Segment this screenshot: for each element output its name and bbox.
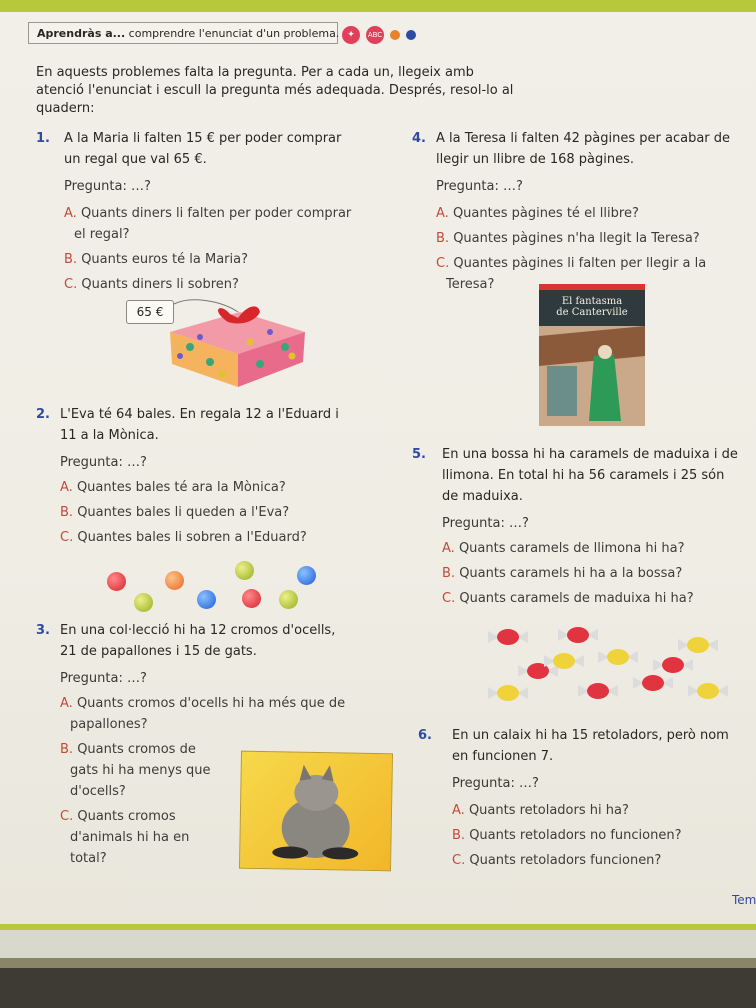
book-cover-image: [539, 284, 645, 426]
option-text: gats hi ha menys que: [70, 763, 211, 778]
answer-option[interactable]: [36, 203, 351, 245]
option-letter: A.: [452, 803, 465, 818]
option-letter: B.: [60, 505, 74, 520]
option-text: total?: [70, 851, 107, 866]
option-letter: B.: [442, 566, 456, 581]
candy: [688, 683, 728, 699]
option-text: Teresa?: [446, 277, 495, 292]
answer-option[interactable]: [36, 477, 339, 498]
problem-statement-line: en funcionen 7.: [452, 749, 554, 764]
option-text: Quants caramels de maduixa hi ha?: [459, 591, 694, 606]
candy: [578, 683, 618, 699]
option-letter: A.: [60, 480, 73, 495]
option-text: Quants retoladors funcionen?: [469, 853, 662, 868]
candy: [558, 627, 598, 643]
problem-number: 5.: [412, 447, 426, 462]
option-text: Quants euros té la Maria?: [81, 252, 248, 267]
option-letter: B.: [60, 742, 74, 757]
option-text: Quantes bales li sobren a l'Eduard?: [77, 530, 307, 545]
answer-option[interactable]: [412, 538, 738, 559]
option-letter: C.: [64, 277, 78, 292]
marble-blue: [297, 566, 316, 585]
orange-dot-icon: [390, 30, 400, 40]
option-text: Quants retoladors hi ha?: [468, 803, 629, 818]
problem-statement-line: 1. A la Maria li falten 15 € per poder comprar: [36, 128, 351, 149]
problem-4: [412, 128, 730, 295]
problem-statement-line: 6. En un calaix hi ha 15 retoladors, però nom: [418, 725, 729, 746]
option-letter: C.: [60, 809, 74, 824]
option-text: Quantes bales li queden a l'Eva?: [77, 505, 290, 520]
problem-statement-line: de maduixa.: [442, 489, 523, 504]
price-tag: 65 €: [126, 300, 174, 324]
option-text: Quantes pàgines n'ha llegit la Teresa?: [453, 231, 700, 246]
abc-icon: ABC: [366, 26, 384, 44]
option-text: Quants caramels hi ha a la bossa?: [459, 566, 683, 581]
marble-green: [134, 593, 153, 612]
problem-statement-line: 5. En una bossa hi ha caramels de maduixa i de: [412, 444, 738, 465]
problem-number: 3.: [36, 623, 50, 638]
candy: [678, 637, 718, 653]
option-letter: A.: [60, 696, 73, 711]
option-letter: A.: [436, 206, 449, 221]
problem-statement-line: 3. En una col·lecció hi ha 12 cromos d'ocells,: [36, 620, 345, 641]
marble-red: [242, 589, 261, 608]
answer-option[interactable]: [412, 203, 730, 224]
problem-1: [36, 128, 351, 295]
problem-statement-line: un regal que val 65 €.: [64, 152, 207, 167]
cat-photo-card: [239, 751, 393, 872]
marble-green: [279, 590, 298, 609]
question-prompt: Pregunta: …?: [60, 455, 147, 470]
option-text: Quantes pàgines li falten per llegir a la: [453, 256, 707, 271]
option-letter: C.: [442, 591, 456, 606]
gift-box-illustration: [160, 292, 310, 392]
question-prompt: Pregunta: …?: [60, 671, 147, 686]
problem-number: 6.: [418, 728, 432, 743]
candies-illustration: [478, 625, 748, 715]
option-text: Quants cromos de: [77, 742, 196, 757]
problem-statement-line: 21 de papallones i 15 de gats.: [60, 644, 257, 659]
option-letter: A.: [64, 206, 77, 221]
problem-number: 2.: [36, 407, 50, 422]
problem-statement-line: 4. A la Teresa li falten 42 pàgines per acabar de: [412, 128, 730, 149]
marble-red: [107, 572, 126, 591]
problem-number: 1.: [36, 131, 50, 146]
top-green-band: [0, 0, 756, 12]
option-letter: B.: [452, 828, 466, 843]
option-text: Quants diners li falten per poder comprar: [80, 206, 352, 221]
problem-number: 4.: [412, 131, 426, 146]
footer-topic-label: Tem: [732, 893, 756, 907]
lesson-header: [28, 22, 338, 44]
candy: [488, 685, 528, 701]
option-text: Quantes bales té ara la Mònica?: [76, 480, 286, 495]
option-text: d'animals hi ha en: [70, 830, 190, 845]
book-title-line2: de Canterville: [556, 307, 628, 318]
question-prompt: Pregunta: …?: [64, 179, 151, 194]
answer-option[interactable]: [36, 693, 345, 735]
answer-option[interactable]: [412, 228, 730, 249]
option-text: el regal?: [74, 227, 130, 242]
answer-option[interactable]: [412, 563, 738, 584]
answer-option[interactable]: [36, 502, 339, 523]
marble-green: [235, 561, 254, 580]
option-letter: A.: [442, 541, 455, 556]
option-text: Quants diners li sobren?: [81, 277, 239, 292]
option-text: Quants caramels de llimona hi ha?: [458, 541, 685, 556]
marble-blue: [197, 590, 216, 609]
candy: [518, 663, 558, 679]
reading-figure-icon: ✦: [342, 26, 360, 44]
intro-text: En aquests problemes falta la pregunta. Per a cada un, llegeix amb atenció l'enunciat i escull la pregunta més adequada. Després, resol-lo al quadern:: [36, 65, 514, 116]
option-text: Quants cromos d'ocells hi ha més que de: [76, 696, 346, 711]
question-prompt: Pregunta: …?: [442, 516, 529, 531]
option-letter: C.: [60, 530, 74, 545]
answer-option[interactable]: [412, 588, 738, 609]
problem-statement-line: 2. L'Eva té 64 bales. En regala 12 a l'Eduard i: [36, 404, 339, 425]
problem-6: [418, 725, 729, 871]
problem-5: [412, 444, 738, 609]
problem-statement-line: 11 a la Mònica.: [60, 428, 159, 443]
candy: [598, 649, 638, 665]
table-surface: [0, 968, 756, 1008]
option-text: Quants cromos: [77, 809, 176, 824]
answer-option[interactable]: [36, 527, 339, 548]
candy: [633, 675, 673, 691]
problem-2: [36, 404, 339, 548]
candy: [544, 653, 584, 669]
header-lead: Aprendràs a...: [37, 27, 126, 40]
option-text: d'ocells?: [70, 784, 126, 799]
option-text: papallones?: [70, 717, 148, 732]
marble-orange: [165, 571, 184, 590]
option-letter: C.: [452, 853, 466, 868]
answer-option[interactable]: [36, 249, 351, 270]
candy: [653, 657, 693, 673]
question-prompt: Pregunta: …?: [436, 179, 523, 194]
answer-option[interactable]: [418, 850, 729, 871]
header-topic: comprendre l'enunciat d'un problema.: [125, 27, 340, 40]
problem-statement-line: llimona. En total hi ha 56 caramels i 25 són: [442, 468, 725, 483]
option-letter: C.: [436, 256, 450, 271]
option-text: Quants retoladors no funcionen?: [469, 828, 682, 843]
option-letter: B.: [64, 252, 78, 267]
book-title-line1: El fantasma: [561, 296, 623, 307]
answer-option[interactable]: [418, 800, 729, 821]
header-icons: [342, 26, 416, 44]
question-prompt: Pregunta: …?: [452, 776, 539, 791]
problem-statement-line: llegir un llibre de 168 pàgines.: [436, 152, 635, 167]
candy: [488, 629, 528, 645]
option-text: Quantes pàgines té el llibre?: [452, 206, 639, 221]
answer-option[interactable]: [418, 825, 729, 846]
paper-underneath: [0, 930, 756, 958]
blue-dot-icon: [406, 30, 416, 40]
option-letter: B.: [436, 231, 450, 246]
